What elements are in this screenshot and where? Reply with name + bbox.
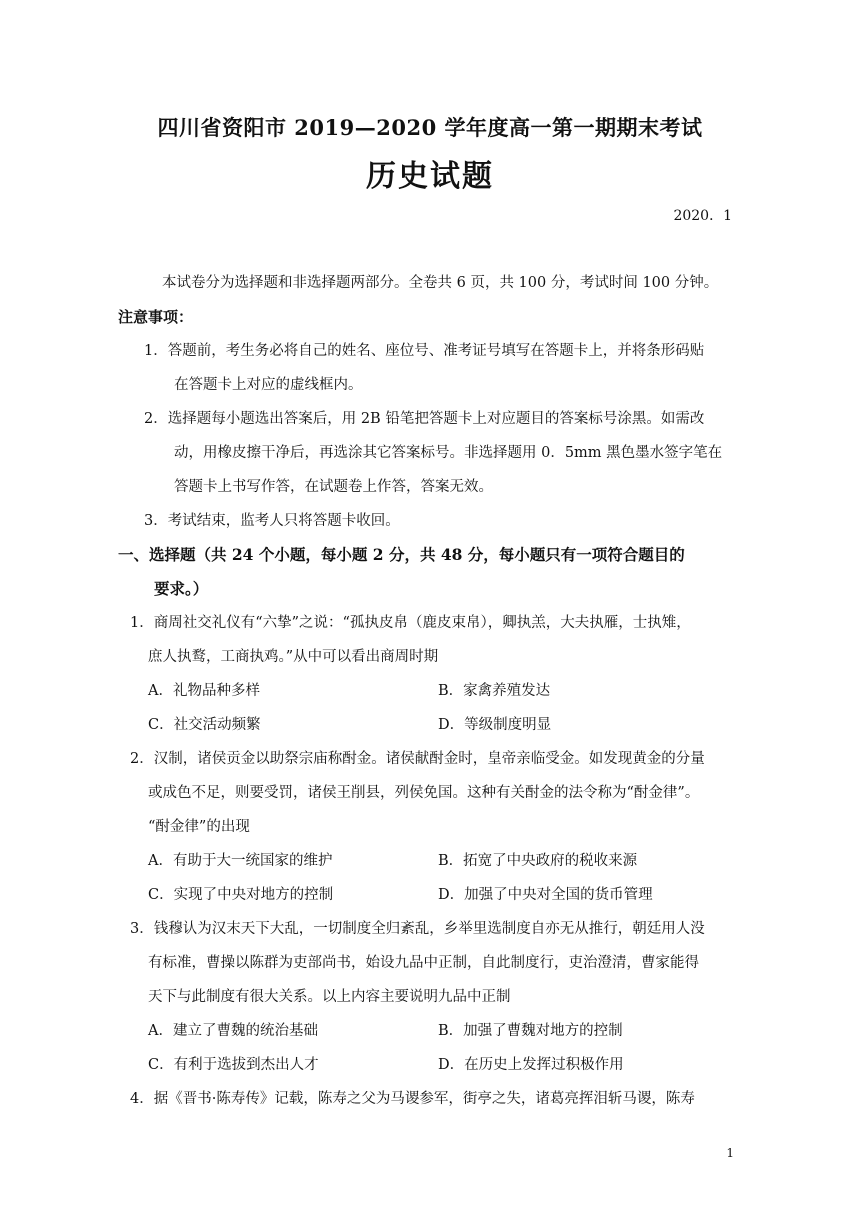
question-2-options-row-1 xyxy=(130,844,730,878)
note-item-1-line-2: 在答题卡上对应的虚线框内。 xyxy=(174,377,363,393)
question-1-options-row-1 xyxy=(130,674,730,708)
question-1-option-d: D．等级制度明显 xyxy=(438,717,552,733)
question-1-line-1: 1．商周社交礼仪有“六挚”之说：“孤执皮帛（鹿皮束帛），卿执羔，大夫执雁，士执雉， xyxy=(130,615,691,631)
question-2-line-2: 或成色不足，则要受罚，诸侯王削县，列侯免国。这种有关酎金的法令称为“酎金律”。 xyxy=(148,785,700,801)
question-3-options-row-1 xyxy=(130,1014,730,1048)
question-1-line-2: 庶人执鹜，工商执鸡。”从中可以看出商周时期 xyxy=(148,649,439,665)
question-1-option-c: C．社交活动频繁 xyxy=(148,717,261,733)
question-2-option-a: A．有助于大一统国家的维护 xyxy=(148,853,333,869)
question-3-option-a: A．建立了曹魏的统治基础 xyxy=(148,1023,318,1039)
question-2-line-1: 2．汉制，诸侯贡金以助祭宗庙称酎金。诸侯献酎金时，皇帝亲临受金。如发现黄金的分量 xyxy=(130,751,705,767)
question-3-options-row-2 xyxy=(130,1048,730,1082)
question-2-option-d: D．加强了中央对全国的货币管理 xyxy=(438,887,653,903)
note-item-2-line-3: 答题卡上书写作答，在试题卷上作答，答案无效。 xyxy=(174,479,493,495)
question-1-options-row-2 xyxy=(130,708,730,742)
page-number: 1 xyxy=(726,1146,734,1160)
note-item-2-line-2: 动，用橡皮擦干净后，再选涂其它答案标号。非选择题用 0．5mm 黑色墨水签字笔在 xyxy=(174,445,723,461)
question-3-option-b: B．加强了曹魏对地方的控制 xyxy=(438,1023,623,1039)
note-item-3-line-1: 3．考试结束，监考人只将答题卡收回。 xyxy=(144,513,400,529)
section-heading-line-2: 要求。） xyxy=(154,579,209,598)
exam-subject-title: 历史试题 xyxy=(366,159,494,194)
question-3-option-c: C．有利于选拔到杰出人才 xyxy=(148,1057,319,1073)
intro-paragraph: 本试卷分为选择题和非选择题两部分。全卷共 6 页，共 100 分，考试时间 100 分钟。 xyxy=(162,275,719,291)
note-item-1-line-1: 1．答题前，考生务必将自己的姓名、座位号、准考证号填写在答题卡上，并将条形码贴 xyxy=(144,343,705,359)
question-3-line-3: 天下与此制度有很大关系。以上内容主要说明九品中正制 xyxy=(148,989,511,1005)
note-item-2-line-1: 2．选择题每小题选出答案后，用 2B 铅笔把答题卡上对应题目的答案标号涂黑。如需改 xyxy=(144,411,705,427)
question-1-option-b: B．家禽养殖发达 xyxy=(438,683,551,699)
notes-heading: 注意事项： xyxy=(118,308,194,326)
exam-body xyxy=(118,266,730,1116)
exam-date: 2020．1 xyxy=(673,208,732,224)
question-3-line-1: 3．钱穆认为汉末天下大乱，一切制度全归紊乱，乡举里选制度自亦无从推行，朝廷用人没 xyxy=(130,921,705,937)
question-4-line-1: 4．据《晋书·陈寿传》记载，陈寿之父为马谡参军，街亭之失，诸葛亮挥泪斩马谡，陈寿 xyxy=(130,1091,695,1107)
question-3-option-d: D．在历史上发挥过积极作用 xyxy=(438,1057,624,1073)
exam-title: 四川省资阳市 2019—2020 学年度高一第一期期末考试 xyxy=(157,115,703,140)
question-2-option-b: B．拓宽了中央政府的税收来源 xyxy=(438,853,638,869)
question-2-line-3: “酎金律”的出现 xyxy=(148,819,250,835)
question-1-option-a: A．礼物品种多样 xyxy=(148,683,260,699)
question-2-options-row-2 xyxy=(130,878,730,912)
question-2-option-c: C．实现了中央对地方的控制 xyxy=(148,887,334,903)
section-heading-line-1: 一、选择题（共 24 个小题，每小题 2 分，共 48 分，每小题只有一项符合题目的 xyxy=(118,545,685,564)
question-3-line-2: 有标准，曹操以陈群为吏部尚书，始设九品中正制，自此制度行，吏治澄清，曹家能得 xyxy=(148,955,699,971)
